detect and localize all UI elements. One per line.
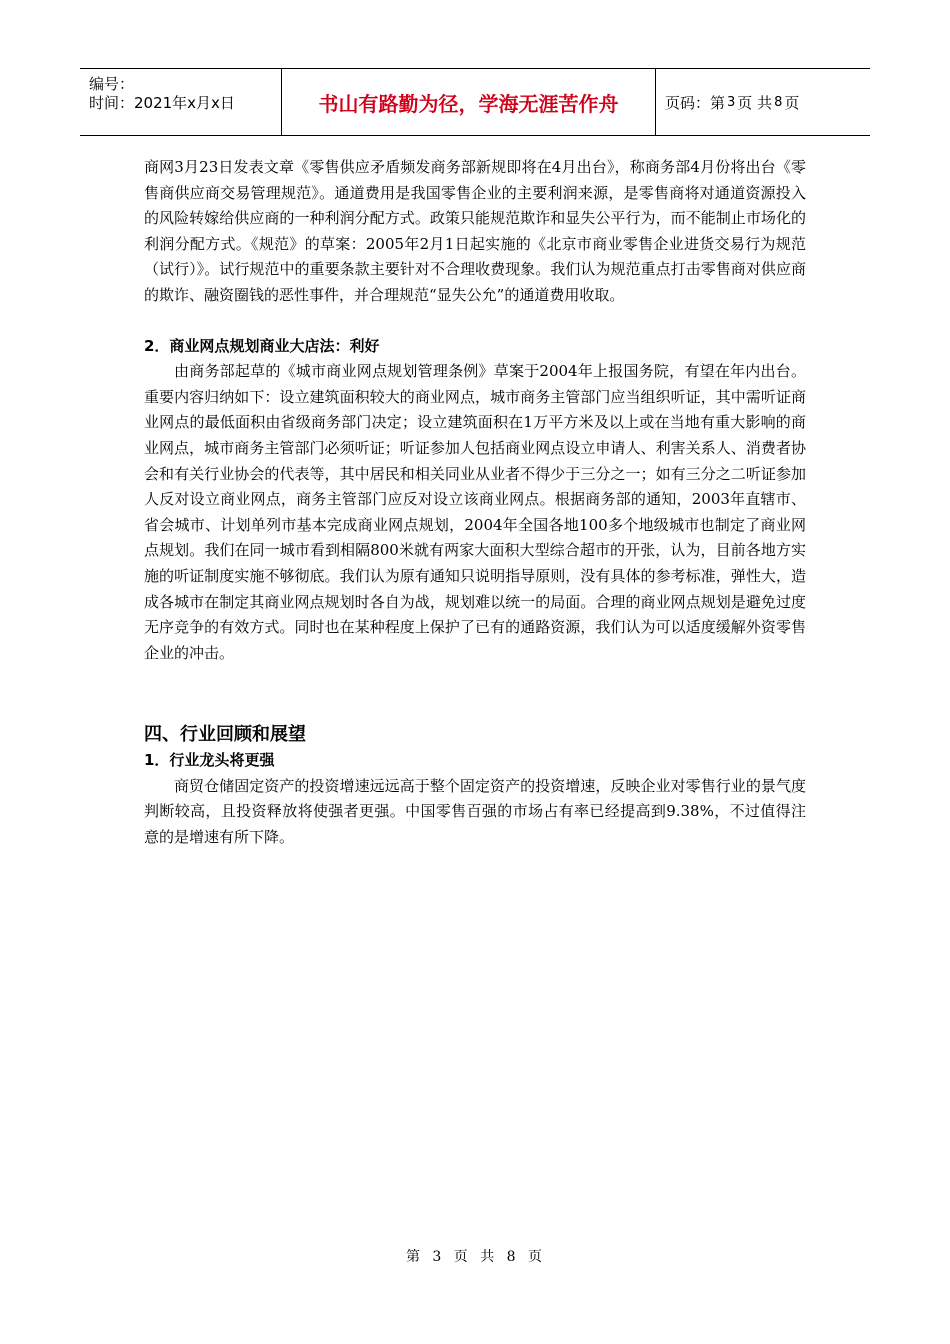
document-number-label: 编号： bbox=[89, 75, 135, 93]
header-meta-cell bbox=[80, 69, 282, 135]
page-current-number: 3 bbox=[727, 94, 736, 110]
document-time-label: 时间：2021年x月x日 bbox=[89, 94, 235, 112]
heading-industry-leaders: 1．行业龙头将更强 bbox=[144, 751, 275, 770]
paragraph-industry-leaders: 商贸仓储固定资产的投资增速远远高于整个固定资产的投资增速，反映企业对零售行业的景气度判断较高，且投资释放将使强者更强。中国零售百强的市场占有率已经提高到9.38%，不过值得注意的是增速有所下降。 bbox=[144, 776, 806, 847]
spacer bbox=[144, 666, 806, 722]
header-motto: 书山有路勤为径，学海无涯苦作舟 bbox=[282, 69, 656, 135]
spacer bbox=[144, 309, 806, 334]
paragraph-commercial-network: 由商务部起草的《城市商业网点规划管理条例》草案于2004年上报国务院，有望在年内出台。重要内容归纳如下：设立建筑面积较大的商业网点，城市商务主管部门应当组织听证，其中需听证商业网点的最低面积由省级商务部门决定；设立建筑面积在1万平方米及以上或在当地有重大影响的商业网点，城市商务主管部门必须听证；听证参加人包括商业网点设立申请人、利害关系人、消费者协会和有关行业协会的代表等，其中居民和相关同业从业者不得少于三分之一；如有三分之二听证参加人反对设立商业网点，商务主管部门应反对设立该商业网点。根据商务部的通知，2003年直辖市、省会城市、计划单列市基本完成商业网点规划，2004年全国各地100多个地级城市也制定了商业网点规划。我们在同一城市看到相隔800米就有两家大面积大型综合超市的开张，认为，目前各地方实施的听证制度实施不够彻底。我们认为原有通知只说明指导原则，没有具体的参考标准，弹性大，造成各城市在制定其商业网点规划时各自为战，规划难以统一的局面。合理的商业网点规划是避免过度无序竞争的有效方式。同时也在某种程度上保护了已有的通路资源，我们认为可以适度缓解外资零售企业的冲击。 bbox=[144, 362, 806, 662]
page-mid: 页 共 bbox=[737, 93, 773, 112]
paragraph-regulation: 商网3月23日发表文章《零售供应矛盾频发商务部新规即将在4月出台》，称商务部4月份将出台《零售商供应商交易管理规范》。通道费用是我国零售企业的主要利润来源，是零售商将对通道资源投入的风险转嫁给供应商的一种利润分配方式。政策只能规范欺诈和显失公平行为，而不能制止市场化的利润分配方式。《规范》的草案：2005年2月1日起实施的《北京市商业零售企业进货交易行为规范（试行）》。试行规范中的重要条款主要针对不合理收费现象。我们认为规范重点打击零售商对供应商的欺诈、融资圈钱的恶性事件，并合理规范“显失公允”的通道费用收取。 bbox=[144, 158, 806, 304]
heading-section-four: 四、行业回顾和展望 bbox=[144, 724, 306, 746]
page-footer bbox=[0, 1246, 950, 1266]
page-suffix: 页 bbox=[784, 93, 800, 112]
header-page-info bbox=[656, 69, 870, 135]
page-prefix: 页码：第 bbox=[665, 93, 726, 112]
footer-page-number: 第 3 页 共 8 页 bbox=[405, 1249, 545, 1265]
heading-commercial-network: 2．商业网点规划商业大店法：利好 bbox=[144, 336, 380, 355]
page-total-number: 8 bbox=[774, 94, 783, 110]
header-table bbox=[80, 68, 870, 136]
document-body bbox=[144, 155, 806, 851]
